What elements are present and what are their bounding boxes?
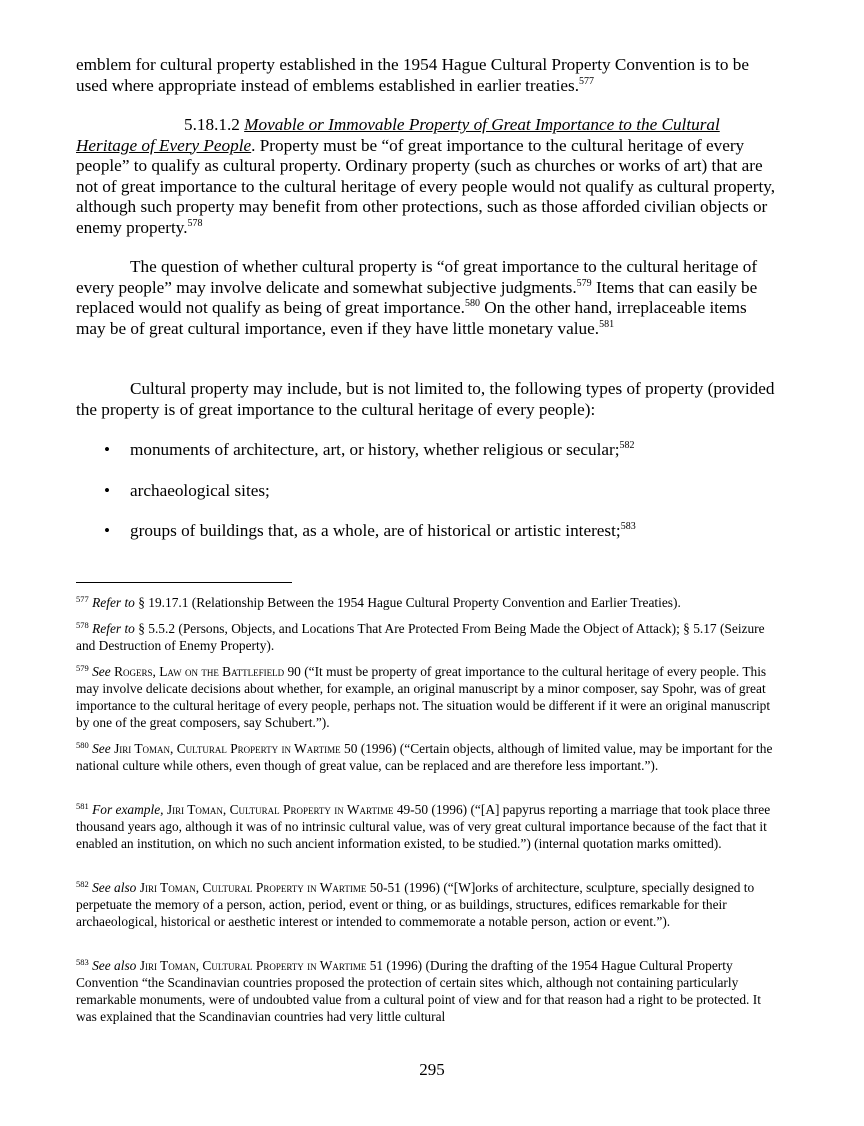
footnote-578: $^{578}$ Refer to § 5.5.2 (Persons, Objects, and Locations That Are Protected From Being Made the Object of Attack); § 5.17 (Seizure and Destruction of Enemy Property). — [76, 620, 765, 653]
bullet-item: • groups of buildings that, as a whole, are of historical or artistic interest;$^{583}$ — [104, 521, 636, 540]
bullet-icon: • — [104, 521, 111, 540]
footnote-582: $^{582}$ See also Jiri Toman, Cultural Property in Wartime 50-51 (1996) (“[W]orks of architecture, sculpture, specially designed to perpetuate the memory of a person, action, period, event or thing, or as buildings, structures, edifices remarkable for their archaeological, historical or aesthetic interest or intended to commemorate a notable person, action or event.”). — [76, 879, 755, 929]
footnote-ref-577[interactable]: 577 — [579, 75, 595, 87]
footnote-579: $^{579}$ See Rogers, Law on the Battlefield 90 (“It must be property of great importance to the cultural heritage of every people. This may involve delicate decisions about whether, for example, an original manuscript by a minor composer, say Spohr, was of great importance to the cultural heritage of every people, perhaps not. The situation would be different if it were an original manuscript by one of the great composers, say Schubert.”). — [76, 663, 771, 730]
footnote-ref-580[interactable]: 580 — [464, 298, 480, 309]
footnote-divider — [76, 582, 292, 583]
section-title: Movable or Immovable Property of Great Importance to the Cultural Heritage of Every People — [76, 115, 720, 155]
section-5-18-1-2: 5.18.1.2 Movable or Immovable Property of Great Importance to the Cultural Heritage of Every People. Property must be “of great importance to the cultural heritage of every people” to qualify as cultural property. Ordinary property (such as churches or works of art) that are not of great importance to the cultural heritage of every people would not qualify as cultural property, although such property may benefit from other protections, such as those afforded civilian objects or enemy property.$^{578}$ — [76, 115, 776, 237]
footnote-583: $^{583}$ See also Jiri Toman, Cultural Property in Wartime 51 (1996) (During the drafting of the 1954 Hague Cultural Property Convention “the Scandinavian countries proposed the protection of certain sites which, although not containing particularly remarkable monuments, were of undoubted value from a cultural point of view and for that reason had a right to be protected. It was explained that the Scandinavian countries had very little cultural — [76, 957, 761, 1024]
bullet-icon: • — [104, 481, 111, 500]
paragraph-continuation: emblem for cultural property established in the 1954 Hague Cultural Property Convention is to be used where appropriate instead of emblems established in earlier treaties.$^{577}$ — [76, 55, 750, 95]
footnote-580: $^{580}$ See Jiri Toman, Cultural Property in Wartime 50 (1996) (“Certain objects, although of limited value, may be important for the national culture while others, even though of great value, can be replaced and are therefore less important.”). — [76, 740, 773, 773]
footnote-577: $^{577}$ Refer to § 19.17.1 (Relationship Between the 1954 Hague Cultural Property Convention and Earlier Treaties). — [76, 594, 681, 610]
bullet-icon: • — [104, 440, 111, 459]
footnote-ref-579[interactable]: 579 — [576, 277, 592, 289]
section-number: 5.18.1.2 — [184, 115, 240, 134]
page-number: 295 — [419, 1060, 445, 1079]
footnote-ref-583[interactable]: 583 — [620, 521, 636, 532]
bullet-item: • archaeological sites; — [104, 481, 270, 500]
footnote-ref-578[interactable]: 578 — [187, 217, 203, 229]
footnote-ref-581[interactable]: 581 — [599, 318, 615, 330]
footnote-581: $^{581}$ For example, Jiri Toman, Cultural Property in Wartime 49-50 (1996) (“[A] papyrus reporting a marriage that took place three thousand years ago, although it was of no intrinsic cultural value, was of very great cultural importance because of the fact that it enabled an institution, on which no such ancient information existed, to be studied.”) (internal quotation marks omitted). — [76, 801, 771, 851]
paragraph-types: Cultural property may include, but is not limited to, the following types of property (provided the property is of great importance to the cultural heritage of every people): — [76, 379, 775, 419]
paragraph-importance: The question of whether cultural property is “of great importance to the cultural heritage of every people” may involve delicate and somewhat subjective judgments.$^{579}$ Items that can easily be replaced would not qualify as being of great importance.$^{580}$ On the other hand, irreplaceable items may be of great cultural importance, even if they have little monetary value.$^{581}$ — [76, 257, 758, 338]
footnote-ref-582[interactable]: 582 — [619, 440, 635, 451]
bullet-item: • monuments of architecture, art, or history, whether religious or secular;$^{582}$ — [104, 440, 635, 459]
